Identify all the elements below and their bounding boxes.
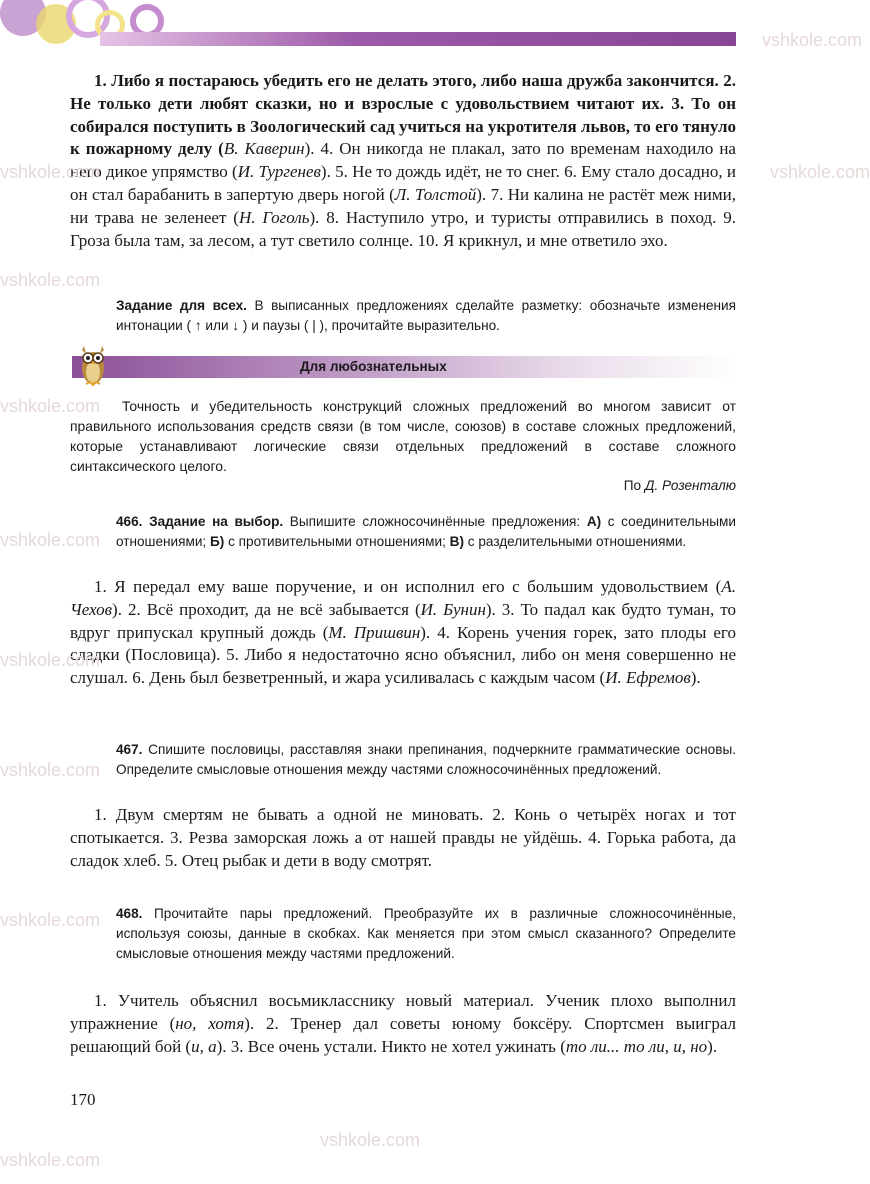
author-ref: Н. Гоголь: [238, 207, 310, 227]
watermark: vshkole.com: [0, 910, 101, 930]
text-run: ). 2. Тренер дал советы юному боксёру. Спортсмен выиграл решающий бой (: [70, 1013, 736, 1056]
option-letter: Б): [209, 534, 225, 549]
task-label: Задание для всех.: [116, 298, 247, 313]
text-run: ). 3. То падал как будто туман, то вдруг припускал крупный дождь (: [70, 599, 736, 642]
watermark: vshkole.com: [0, 530, 101, 550]
exercise-466-task: [116, 512, 736, 552]
conjunctions: но, хотя: [175, 1013, 245, 1033]
text-run: ).: [707, 1036, 718, 1056]
watermark: vshkole.com: [770, 162, 870, 182]
author-ref: В. Каверин: [223, 139, 305, 159]
watermark: vshkole.com: [0, 396, 101, 416]
watermark: vshkole.com: [0, 760, 101, 780]
author-ref: И. Ефремов: [605, 668, 691, 688]
author-ref: Л. Толстой: [394, 184, 477, 204]
text-run: ). 8. Наступило утро, и туристы отправились в поход. 9. Гроза была там, за лесом, а тут светило солнце. 10. Я крикнул, и мне ответило эхо.: [70, 207, 737, 250]
conjunctions: и, а: [191, 1036, 217, 1056]
task-text: Прочитайте пары предложений. Преобразуйте их в различные сложносочинённые, используя союзы, данные в скобках. Как меняется при этом смысл сказанного? Определите смысловые отношения между частями предложений.: [116, 906, 736, 961]
text-run: 1. Я передал ему ваше поручение, и он исполнил его с большим удовольствием (: [94, 577, 722, 596]
text-run: 1. Либо я постараюсь убедить его не делать этого, либо наша дружба закончится. 2. Не только дети любят сказки, но и взрослые с удовольствием читают их. 3. То он собирался поступить в Зоологический сад учиться на укротителя львов, то его тянуло к пожарному делу (: [70, 71, 736, 159]
task-for-all: [116, 296, 736, 336]
watermark: vshkole.com: [762, 30, 863, 50]
option-letter: В): [449, 534, 464, 549]
author-prefix: По: [623, 478, 645, 493]
exercise-number: 467.: [116, 742, 143, 757]
author-ref: И. Бунин: [420, 599, 486, 619]
option-letter: А): [586, 514, 602, 529]
task-text: с разделительными отношениями.: [464, 534, 687, 549]
exercise-466-text: [70, 576, 736, 690]
task-text: с противительными отношениями;: [224, 534, 450, 549]
author-ref: И. Тургенев: [237, 162, 321, 182]
exercise-468-text: [70, 990, 736, 1058]
owl-icon: [78, 342, 108, 388]
task-text: В выписанных предложениях сделайте разметку: обозначьте изменения интонации ( ↑ или ↓ ) и паузы ( | ), прочитайте выразительно.: [116, 298, 736, 333]
watermark: vshkole.com: [0, 162, 101, 182]
text-run: ). 2. Всё проходит, да не всё забывается (: [112, 599, 421, 619]
exercise-number: 466. Задание на выбор.: [116, 514, 284, 529]
page-number: 170: [70, 1090, 96, 1109]
text-run: ). 5. Не то дождь идёт, не то снег. 6. Ему стало досадно, и он стал барабанить в запертую дверь ногой (: [70, 162, 737, 204]
proverbs-paragraph: 1. Двум смертям не бывать а одной не миновать. 2. Конь о четырёх ногах и тот спотыкается. 3. Резва заморская ложь а от нашей правды не уйдёшь. 4. Горька работа, да сладок хлеб. 5. Отец рыбак и дети в воду смотрят.: [70, 805, 736, 870]
exercise-467-text: [70, 804, 736, 872]
exercise-467-task: [116, 740, 736, 780]
curious-paragraph: Точность и убедительность конструкций сложных предложений во многом зависит от правильного использования средств связи (в том числе, союзов) в составе сложных предложений, которые устанавливают логические связи отдельных предложений в составе сложного синтаксического целого.: [70, 398, 736, 474]
watermark: vshkole.com: [0, 1150, 101, 1170]
curious-author: [624, 478, 736, 493]
curious-text: [70, 396, 736, 476]
author-ref: А. Чехов: [70, 577, 736, 619]
exercise-468-task: [116, 904, 736, 964]
text-run: ).: [690, 668, 701, 688]
watermark: vshkole.com: [0, 270, 101, 290]
task-text: с соединительными отношениями;: [116, 514, 736, 549]
task-text: Спишите пословицы, расставляя знаки препинания, подчеркните грамматические основы. Определите смысловые отношения между частями сложносочинённых предложений.: [116, 742, 736, 777]
text-run: ). 4. Корень учения горек, зато плоды его сладки (Пословица). 5. Либо я недостаточно ясно объяснил, либо он меня совершенно не слушал. 6. День был безветренный, и жара усиливалась с каждым часом (: [70, 622, 736, 688]
author-name: Д. Розенталю: [644, 478, 736, 493]
header-bar: [100, 32, 736, 46]
text-run: ). 7. Ни калина не растёт меж ними, ни трава не зеленеет (: [70, 184, 736, 227]
watermark: vshkole.com: [0, 650, 101, 670]
text-run: 1. Учитель объяснил восьмикласснику новый материал. Ученик плохо выполнил упражнение (: [70, 991, 736, 1033]
curious-title: Для любознательных: [300, 359, 447, 374]
exercise-number: 468.: [116, 906, 143, 921]
watermark: vshkole.com: [320, 1130, 421, 1150]
author-ref: М. Пришвин: [328, 622, 421, 642]
conjunctions: то ли... то ли, и, но: [565, 1036, 708, 1056]
task-text: Выпишите сложносочинённые предложения:: [283, 514, 587, 529]
text-run: ). 3. Все очень устали. Никто не хотел ужинать (: [216, 1036, 566, 1056]
exercise-465-text: [70, 70, 736, 252]
text-run: ). 4. Он никогда не плакал, зато по временам находило на него дикое упрямство (: [70, 139, 736, 182]
